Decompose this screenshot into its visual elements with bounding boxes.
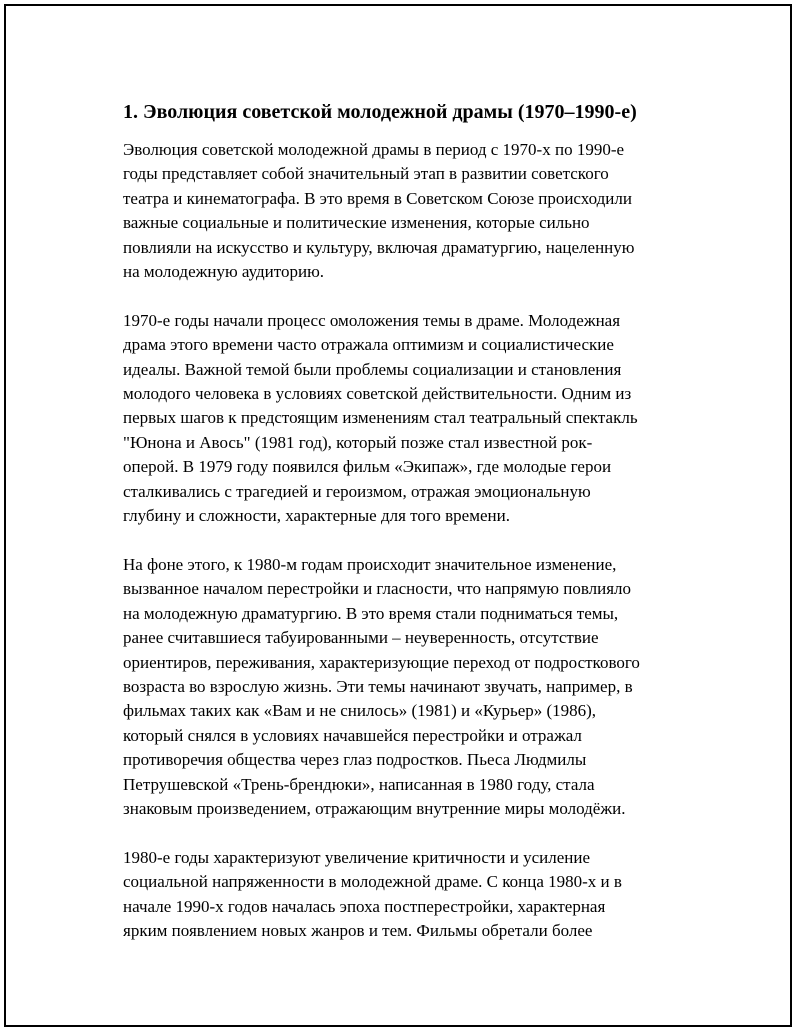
text-line: важные социальные и политические изменения, которые сильно <box>123 213 590 233</box>
text-line: драма этого времени часто отражала оптимизм и социалистические <box>123 335 614 355</box>
text-line: который снялся в условиях начавшейся перестройки и отражал <box>123 725 582 745</box>
text-line: 1980-е годы характеризуют увеличение критичности и усиление <box>123 847 591 867</box>
text-line: на молодежную аудиторию. <box>123 262 325 282</box>
paragraph-1980s <box>123 553 698 821</box>
paragraph-late-1980s <box>123 846 698 944</box>
text-line: повлияли на искусство и культуру, включая драматургию, нацеленную <box>123 237 635 257</box>
text-line: Эволюция советской молодежной драмы в период с 1970-х по 1990-е <box>123 140 625 159</box>
text-line: фильмах таких как «Вам и не снилось» (1981) и «Курьер» (1986), <box>123 701 597 721</box>
text-line: сталкивались с трагедией и героизмом, отражая эмоциональную <box>123 481 591 501</box>
text-line: 1970-е годы начали процесс омоложения темы в драме. Молодежная <box>123 310 621 330</box>
text-line: годы представляет собой значительный этап в развитии советского <box>123 164 609 184</box>
text-line: оперой. В 1979 году появился фильм «Экипаж», где молодые герои <box>123 457 612 477</box>
text-line: возраста во взрослую жизнь. Эти темы начинают звучать, например, в <box>123 676 633 696</box>
section-heading: 1. Эволюция советской молодежной драмы (1970–1990-е) <box>123 101 637 123</box>
paragraph-intro <box>123 138 698 284</box>
paragraph-1970s <box>123 309 698 529</box>
text-line: противоречия общества через глаз подростков. Пьеса Людмилы <box>123 750 587 770</box>
text-line: социальной напряженности в молодежной драме. С конца 1980-х и в <box>123 872 622 892</box>
text-line: на молодежную драматургию. В это время стали подниматься темы, <box>123 603 619 623</box>
text-line: начале 1990-х годов началась эпоха постперестройки, характерная <box>123 896 606 916</box>
text-line: Петрушевской «Трень-брендюки», написанная в 1980 году, стала <box>123 774 595 794</box>
text-line: глубину и сложности, характерные для того времени. <box>123 506 510 526</box>
text-line: На фоне этого, к 1980-м годам происходит значительное изменение, <box>123 554 617 574</box>
text-line: идеалы. Важной темой были проблемы социализации и становления <box>123 359 622 379</box>
text-line: ярким появлением новых жанров и тем. Фильмы обретали более <box>123 920 593 940</box>
text-line: театра и кинематографа. В это время в Советском Союзе происходили <box>123 188 632 208</box>
text-line: первых шагов к предстоящим изменениям стал театральный спектакль <box>123 408 638 428</box>
page-frame <box>4 4 792 1027</box>
text-line: ориентиров, переживания, характеризующие переход от подросткового <box>123 652 640 672</box>
text-line: вызванное началом перестройки и гласности, что напрямую повлияло <box>123 579 632 599</box>
text-line: знаковым произведением, отражающим внутренние миры молодёжи. <box>123 798 626 818</box>
text-line: "Юнона и Авось" (1981 год), который позже стал известной рок- <box>123 432 593 452</box>
document-body <box>123 98 698 968</box>
text-line: молодого человека в условиях советской действительности. Одним из <box>123 384 632 404</box>
text-line: ранее считавшиеся табуированными – неуверенность, отсутствие <box>123 628 599 648</box>
